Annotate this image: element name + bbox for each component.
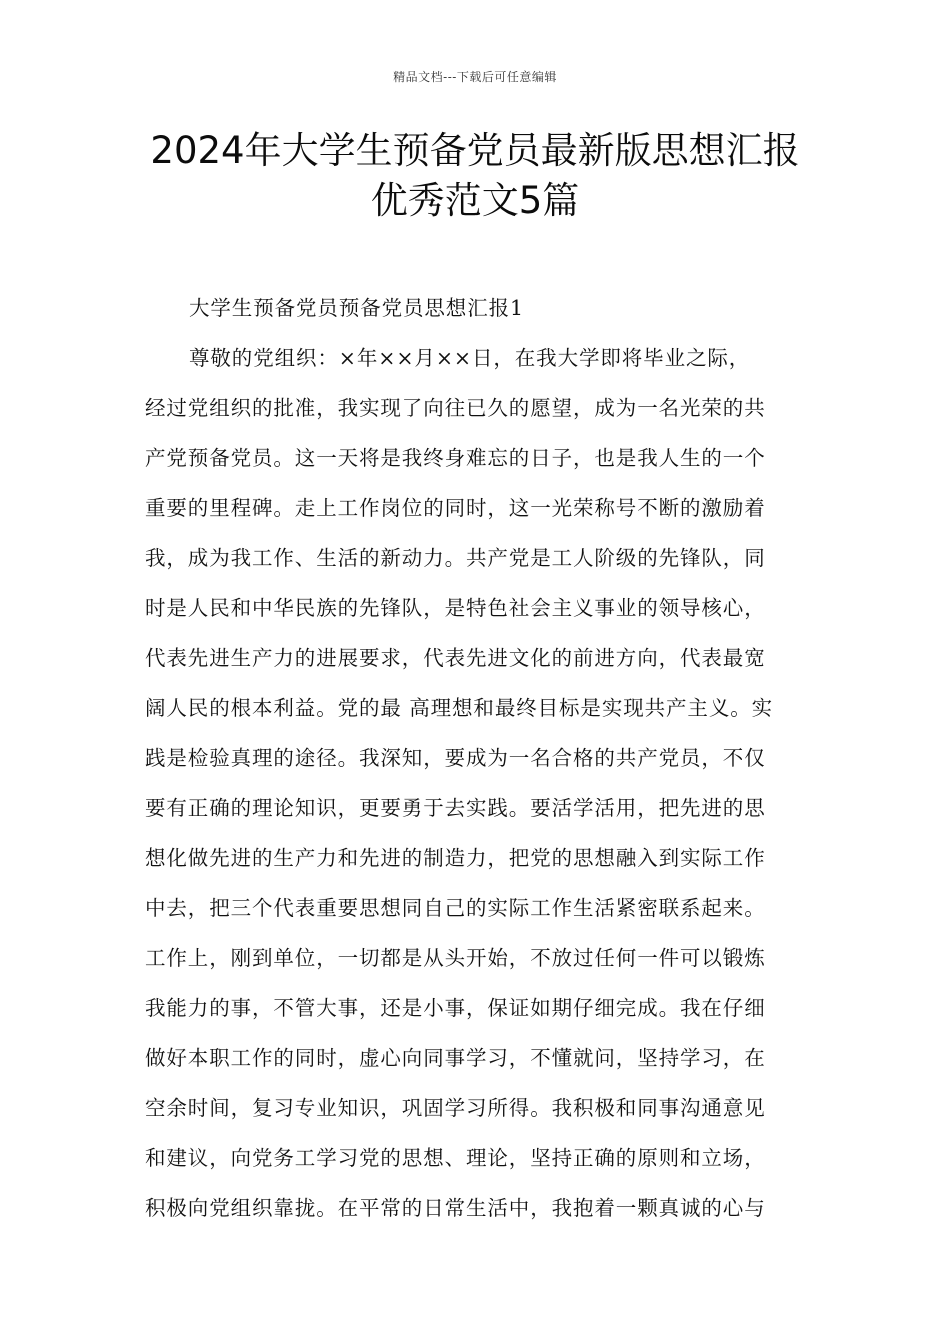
document-title [120, 126, 830, 226]
title-line-2: 优秀范文5篇 [370, 179, 580, 222]
paragraph-line: 代表先进生产力的进展要求，代表先进文化的前进方向，代表最宽 [145, 646, 766, 670]
paragraph-line: 产党预备党员。这一天将是我终身难忘的日子，也是我人生的一个 [145, 446, 766, 470]
title-line-1: 2024年大学生预备党员最新版思想汇报 [150, 129, 800, 172]
paragraph-line: 和建议，向党务工学习党的思想、理论，坚持正确的原则和立场， [145, 1146, 766, 1170]
paragraph-line: 我能力的事，不管大事，还是小事，保证如期仔细完成。我在仔细 [145, 996, 766, 1020]
paragraph-line: 践是检验真理的途径。我深知，要成为一名合格的共产党员，不仅 [145, 746, 766, 770]
paragraph-line: 工作上，刚到单位，一切都是从头开始，不放过任何一件可以锻炼 [145, 946, 766, 970]
paragraph-line: 重要的里程碑。走上工作岗位的同时，这一光荣称号不断的激励着 [145, 496, 766, 520]
paragraph-line: 阔人民的根本利益。党的最 高理想和最终目标是实现共产主义。实 [145, 696, 774, 720]
paragraph-line: 中去，把三个代表重要思想同自己的实际工作生活紧密联系起来。 [145, 896, 766, 920]
paragraph-line: 尊敬的党组织：×年××月××日，在我大学即将毕业之际， [189, 346, 751, 370]
paragraph-line: 要有正确的理论知识，更要勇于去实践。要活学活用，把先进的思 [145, 796, 766, 820]
page-header: 精品文档---下载后可任意编辑 [393, 70, 557, 84]
paragraph-line: 做好本职工作的同时，虚心向同事学习，不懂就问，坚持学习，在 [145, 1046, 766, 1070]
paragraph-line: 经过党组织的批准，我实现了向往已久的愿望，成为一名光荣的共 [145, 396, 766, 420]
paragraph-line: 我，成为我工作、生活的新动力。共产党是工人阶级的先锋队，同 [145, 546, 766, 570]
paragraph-line: 想化做先进的生产力和先进的制造力，把党的思想融入到实际工作 [145, 846, 766, 870]
paragraph-line: 积极向党组织靠拢。在平常的日常生活中，我抱着一颗真诚的心与 [145, 1196, 766, 1220]
section-heading: 大学生预备党员预备党员思想汇报1 [189, 296, 524, 320]
document-body [145, 283, 805, 1233]
paragraph-line: 空余时间，复习专业知识，巩固学习所得。我积极和同事沟通意见 [145, 1096, 766, 1120]
paragraph-line: 时是人民和中华民族的先锋队，是特色社会主义事业的领导核心， [145, 596, 766, 620]
